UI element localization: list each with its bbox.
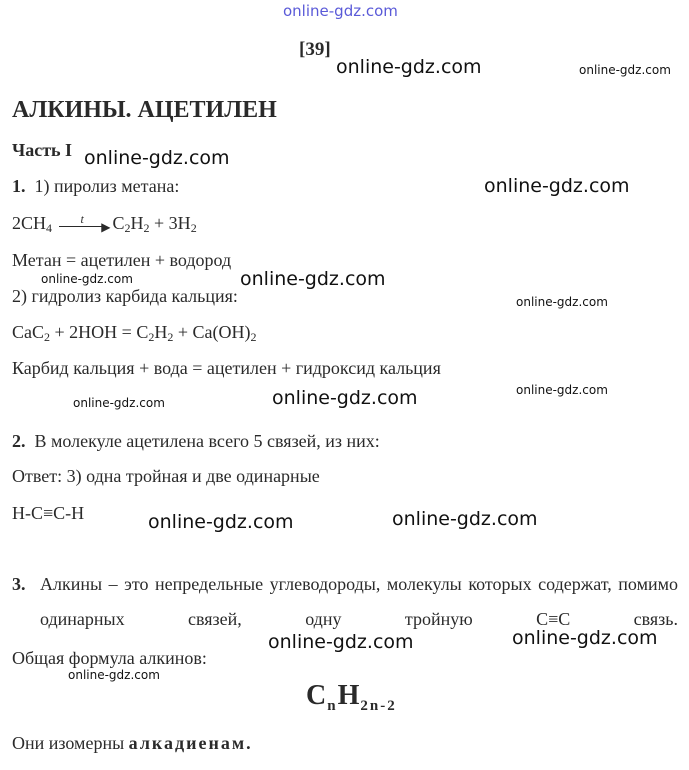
arrow-label: t xyxy=(80,211,84,226)
question-3-text: Алкины – это непредельные углеводороды, молекулы которых содержат, помимо одинарных связей, одну тройную C≡C связь. xyxy=(40,574,678,629)
alkyne-general-formula xyxy=(306,680,397,712)
eq2-part-c-sub: 2 xyxy=(167,330,174,344)
equation-methane-pyrolysis xyxy=(12,212,197,234)
eq2-part-d: + Ca(OH) xyxy=(173,322,251,342)
equation-carbide-hydrolysis xyxy=(12,321,256,343)
eq1-product-c: C xyxy=(112,213,125,233)
page-number: [39] xyxy=(299,39,331,60)
section-title: АЛКИНЫ. АЦЕТИЛЕН xyxy=(12,97,277,123)
eq2-part-b: + 2HOH = C xyxy=(50,322,149,342)
eq1-product-c-sub: 2 xyxy=(124,221,131,235)
eq1-reactant-sub: 4 xyxy=(46,221,53,235)
formula-c: C xyxy=(306,680,328,711)
eq2-part-b-sub: 2 xyxy=(148,330,155,344)
isomers-line xyxy=(12,732,253,754)
reaction-arrow-icon: t ▶ xyxy=(59,218,111,232)
question-2-answer: Ответ: 3) одна тройная и две одинарные xyxy=(12,466,320,486)
watermark-small: online-gdz.com xyxy=(516,383,608,397)
eq2-part-c: H xyxy=(154,322,168,342)
eq1-product-h: H xyxy=(130,213,144,233)
question-2-heading xyxy=(12,430,380,452)
question-1-number: 1. xyxy=(12,176,26,196)
isomers-prefix: Они изомерны xyxy=(12,733,129,753)
part-label: Часть I xyxy=(12,140,73,160)
watermark-small: online-gdz.com xyxy=(516,295,608,309)
general-formula-label: Общая формула алкинов: xyxy=(12,648,207,668)
question-1-heading xyxy=(12,175,179,197)
eq2-part-a: CaC xyxy=(12,322,45,342)
question-1-item-2: 2) гидролиз карбида кальция: xyxy=(12,286,238,306)
eq1-product-h2: + 3H xyxy=(149,213,191,233)
acetylene-structure: H-C≡C-H xyxy=(12,503,85,523)
watermark-large: online-gdz.com xyxy=(484,175,630,197)
eq2-part-d-sub: 2 xyxy=(250,330,257,344)
watermark-large: online-gdz.com xyxy=(240,268,386,290)
watermark-large: online-gdz.com xyxy=(272,387,418,409)
watermark-large: online-gdz.com xyxy=(84,147,230,169)
question-2-number: 2. xyxy=(12,431,26,451)
watermark-large: online-gdz.com xyxy=(268,631,414,653)
watermark-large: online-gdz.com xyxy=(148,511,294,533)
watermark-small: online-gdz.com xyxy=(579,63,671,77)
watermark-small: online-gdz.com xyxy=(73,396,165,410)
eq1-reactant: 2CH xyxy=(12,213,47,233)
watermark-top: online-gdz.com xyxy=(283,2,398,20)
question-3-number: 3. xyxy=(12,574,26,594)
watermark-small: online-gdz.com xyxy=(41,272,133,286)
equation-2-words: Карбид кальция + вода = ацетилен + гидроксид кальция xyxy=(12,358,441,378)
watermark-large: online-gdz.com xyxy=(336,56,482,78)
formula-c-sub: n xyxy=(327,698,338,714)
watermark-large: online-gdz.com xyxy=(392,508,538,530)
eq1-product-h-sub: 2 xyxy=(143,221,150,235)
formula-h-sub: 2n-2 xyxy=(360,698,397,714)
watermark-large: online-gdz.com xyxy=(512,627,658,649)
eq1-product-h2-sub: 2 xyxy=(190,221,197,235)
equation-1-words: Метан = ацетилен + водород xyxy=(12,250,232,270)
question-2-text: В молекуле ацетилена всего 5 связей, из них: xyxy=(34,431,380,451)
eq2-part-a-sub: 2 xyxy=(44,330,51,344)
isomers-word: алкадиенам. xyxy=(128,733,253,753)
formula-h: H xyxy=(337,680,361,711)
question-1-item-1: 1) пиролиз метана: xyxy=(34,176,180,196)
watermark-small: online-gdz.com xyxy=(68,668,160,682)
